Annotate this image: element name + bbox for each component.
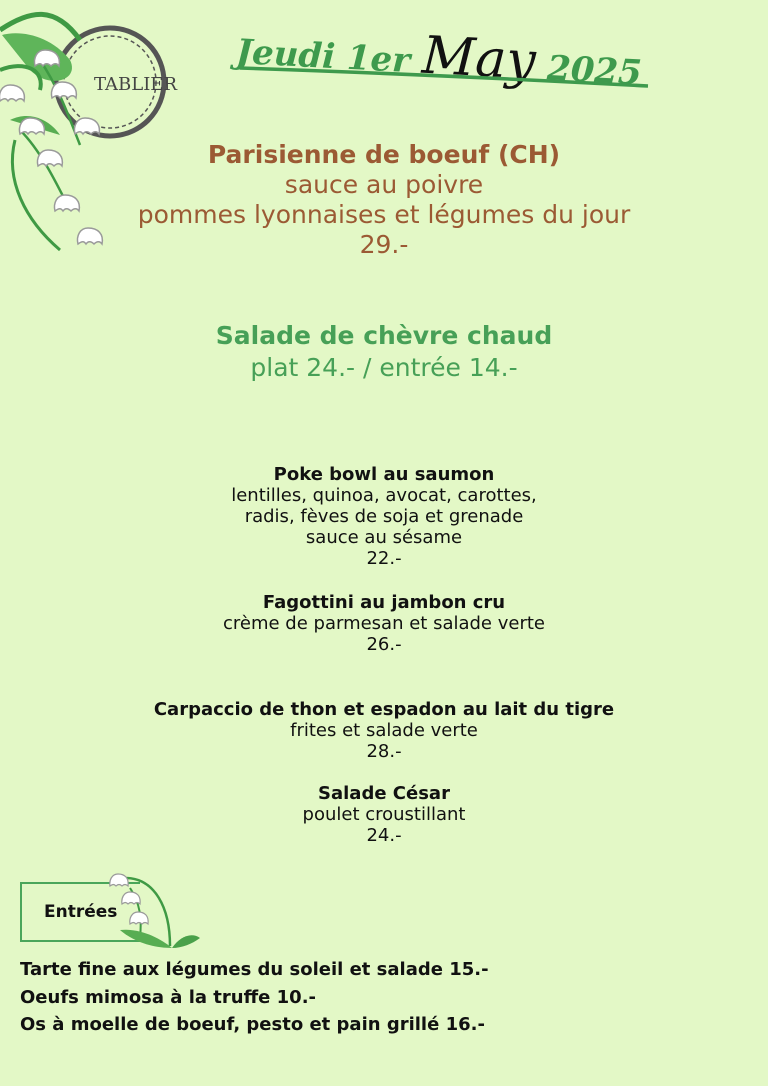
logo-text: TABLIER bbox=[94, 74, 178, 95]
dish-line: radis, fèves de soja et grenade bbox=[244, 506, 524, 527]
dish-line: frites et salade verte bbox=[290, 720, 478, 741]
dish-line: crème de parmesan et salade verte bbox=[223, 613, 545, 634]
dish-price: 26.- bbox=[366, 634, 402, 655]
dish-item bbox=[0, 592, 768, 655]
dish-item bbox=[0, 699, 768, 762]
date-month: May bbox=[420, 25, 538, 92]
list-item: Os à moelle de boeuf, pesto et pain grillé 16.- bbox=[20, 1014, 485, 1035]
lily-of-the-valley-small-icon bbox=[100, 868, 210, 958]
dish-line: poulet croustillant bbox=[302, 804, 466, 825]
dish-item bbox=[0, 464, 768, 569]
dish-title: Carpaccio de thon et espadon au lait du tigre bbox=[153, 699, 615, 720]
entrees-heading: Entrées bbox=[44, 902, 118, 922]
dish-title: Fagottini au jambon cru bbox=[262, 592, 506, 613]
main-dish-line: pommes lyonnaises et légumes du jour bbox=[137, 200, 631, 229]
main-dish-price: 29.- bbox=[359, 230, 409, 259]
dish-line: sauce au sésame bbox=[305, 527, 463, 548]
date-year: 2025 bbox=[546, 48, 643, 94]
date-header bbox=[235, 8, 668, 98]
list-item: Oeufs mimosa à la truffe 10.- bbox=[20, 986, 317, 1008]
date-underline bbox=[238, 60, 668, 90]
dish-title: Salade César bbox=[318, 783, 450, 804]
dish-item bbox=[0, 783, 768, 846]
date-day: Jeudi 1er bbox=[235, 31, 412, 82]
dish-price: 28.- bbox=[366, 741, 402, 762]
salad-special-title: Salade de chèvre chaud bbox=[215, 321, 553, 350]
list-item: Tarte fine aux légumes du soleil et salade 15.- bbox=[20, 959, 489, 980]
salad-special-price: plat 24.- / entrée 14.- bbox=[250, 353, 518, 382]
entrees-list bbox=[20, 956, 489, 1039]
main-dish bbox=[0, 140, 768, 260]
dish-price: 22.- bbox=[366, 548, 402, 569]
main-dish-line: sauce au poivre bbox=[284, 170, 484, 199]
salad-special bbox=[0, 320, 768, 384]
main-dish-title: Parisienne de boeuf (CH) bbox=[207, 140, 561, 169]
dish-title: Poke bowl au saumon bbox=[273, 464, 495, 485]
dish-line: lentilles, quinoa, avocat, carottes, bbox=[231, 485, 537, 506]
dish-price: 24.- bbox=[366, 825, 402, 846]
